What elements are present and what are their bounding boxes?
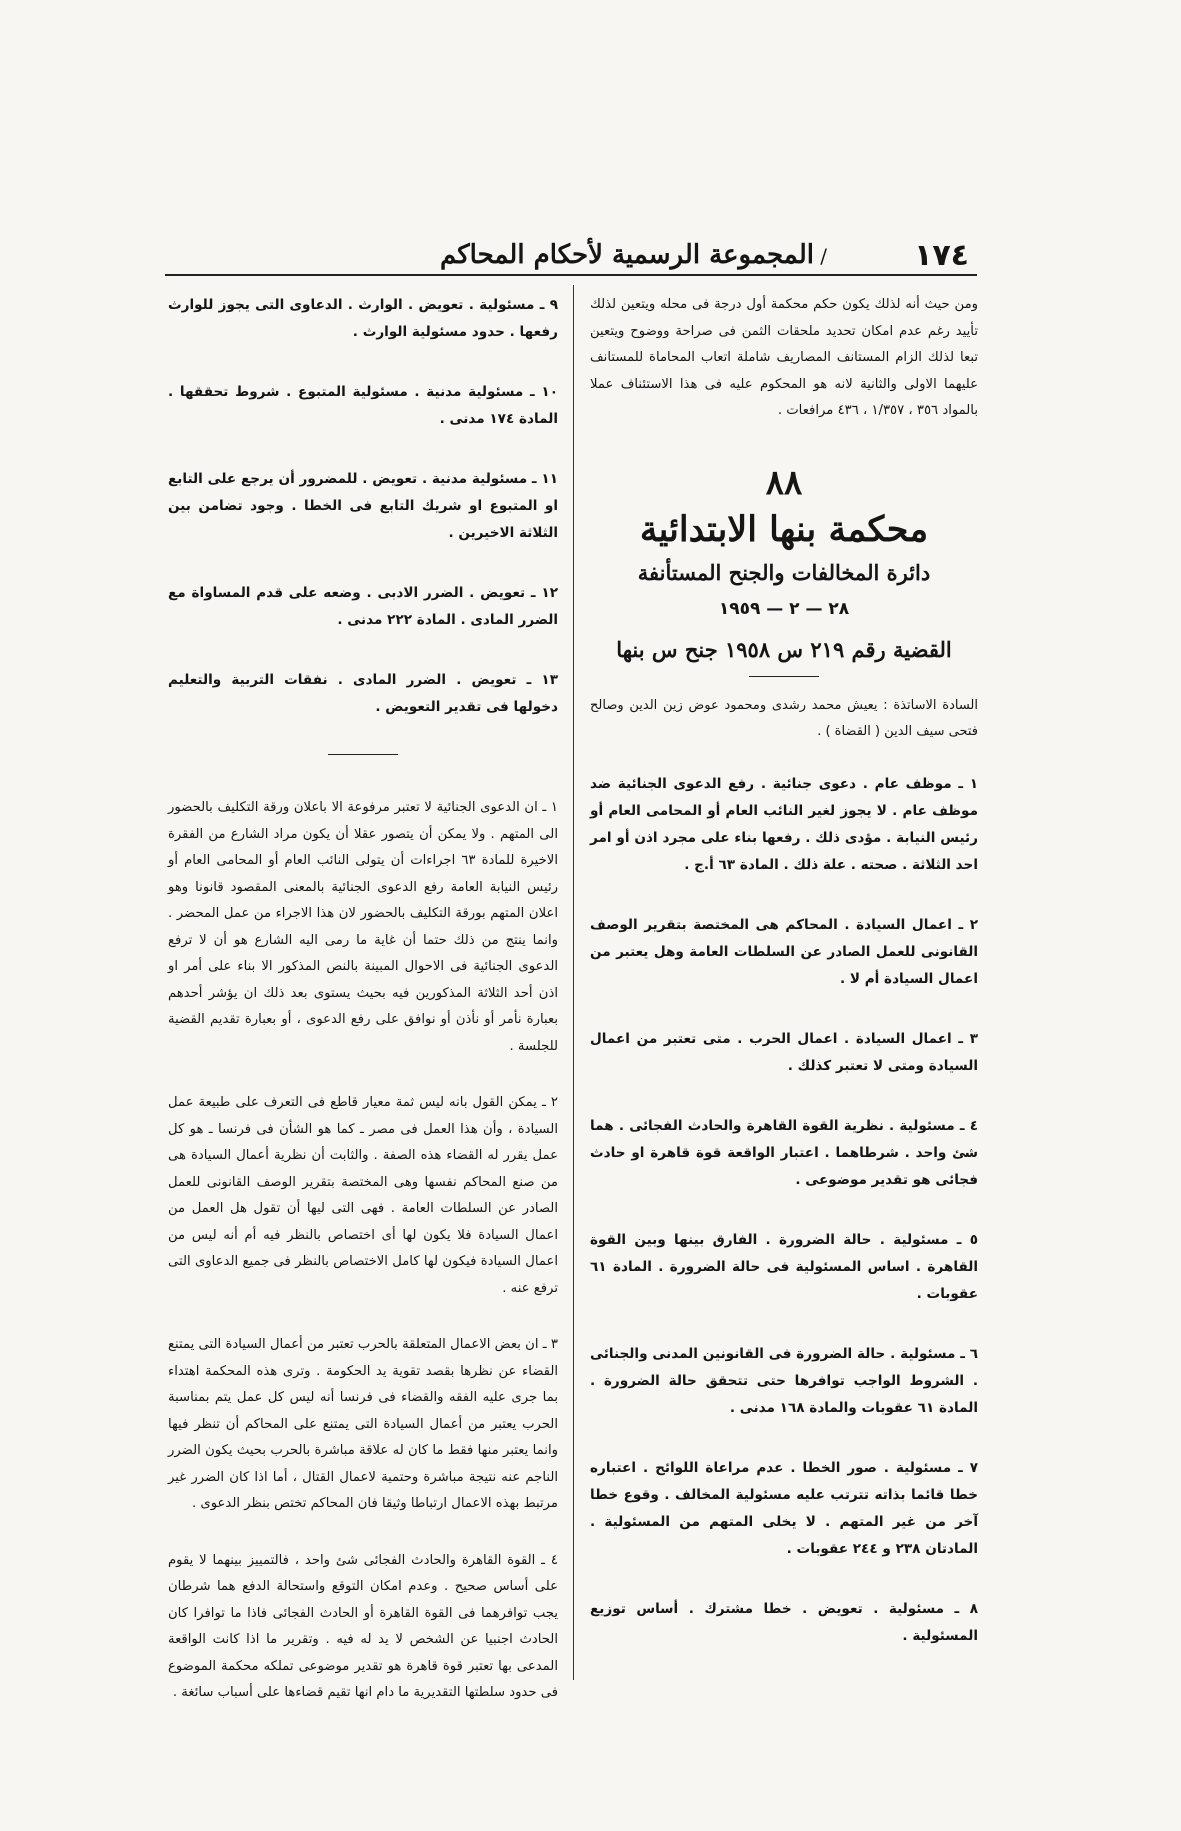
section-rule bbox=[749, 676, 819, 677]
intro-paragraph: ومن حيث أنه لذلك يكون حكم محكمة أول درجة فى محله ويتعين لذلك تأييد رغم عدم امكان تحديد ملحقات الثمن فى صراحة ووضوح ويتعين تبعا لذلك الزام المستانف المصاريف شاملة اتعاب المحاماة للمستانف عليهما الاولى والثانية لانه هو المحكوم عليه فى هذا الاستئناف عملا بالمواد ٣٥٦ ، ١/٣٥٧ ، ٤٣٦ مرافعات . bbox=[590, 297, 978, 418]
principle-4: ٤ ـ القوة القاهرة والحادث الفجائى شئ واحد ، فالتمييز بينهما لا يقوم على أساس صحيح . وعدم امكان التوقع واستحالة الدفع هما شرطان يجب توافرهما فى القوة القاهرة أو الحادث الفجائى فاذا ما توافرا كان الحادث اجنبيا عن الشخص لا يد له فيه . وتقرير ما اذا كانت الواقعة المدعى بها تعتبر قوة قاهرة هو تقدير موضوعى تملكه محكمة الموضوع فى حدود سلطتها التقديرية ما دام انها تقيم قضاءها على أسباب سائغة . bbox=[168, 1552, 558, 1700]
headnote-7: ٧ ـ مسئولية . صور الخطا . عدم مراعاة اللوائح . اعتباره خطا قائما بذاته تترتب عليه مسئولية المخالف . وقوع خطا آخر من غير المتهم . لا يخلى المتهم من المسئولية . المادتان ٢٣٨ و ٢٤٤ عقوبات . bbox=[590, 1459, 978, 1557]
right-column bbox=[590, 292, 978, 1683]
section-rule bbox=[328, 754, 398, 755]
headnote-4: ٤ ـ مسئولية . نظرية القوة القاهرة والحادث الفجائى . هما شئ واحد . شرطاهما . اعتبار الواقعة قوة قاهرة او حادث فجائى هو تقدير موضوعى . bbox=[590, 1117, 978, 1188]
headnote-2: ٢ ـ اعمال السيادة . المحاكم هى المختصة بتقرير الوصف القانونى للعمل الصادر عن السلطات العامة وهل يعتبر من اعمال السيادة أم لا . bbox=[590, 916, 978, 987]
headnote-6: ٦ ـ مسئولية . حالة الضرورة فى القانونين المدنى والجنائى . الشروط الواجب توافرها حتى تتحقق حالة الضرورة . المادة ٦١ عقوبات والمادة ١٦٨ مدنى . bbox=[590, 1345, 978, 1416]
headnote-8: ٨ ـ مسئولية . تعويض . خطا مشترك . أساس توزيع المسئولية . bbox=[590, 1600, 978, 1644]
judges-line: السادة الاساتذة : يعيش محمد رشدى ومحمود عوض زين الدين وصالح فتحى سيف الدين ( القضاة ) . bbox=[590, 697, 978, 739]
headnote-13: ١٣ ـ تعويض . الضرر المادى . نفقات التربية والتعليم دخولها فى تقدير التعويض . bbox=[168, 672, 558, 715]
headnote-5: ٥ ـ مسئولية . حالة الضرورة . الفارق بينها وبين القوة القاهرة . اساس المسئولية فى حالة الضرورة . المادة ٦١ عقوبات . bbox=[590, 1231, 978, 1302]
court-name: محكمة بنها الابتدائية bbox=[639, 508, 929, 550]
page-number: ١٧٤ bbox=[914, 238, 969, 273]
header-rule bbox=[165, 274, 977, 276]
principle-2: ٢ ـ يمكن القول بانه ليس ثمة معيار قاطع فى التعرف على طبيعة عمل السيادة ، وأن هذا العمل فى مصر ـ كما هو الشأن فى فرنسا ـ هو كل عمل يقرر له القضاء هذه الصفة . والثابت أن نظرية أعمال السيادة هى من صنع المحاكم نفسها وهى المختصة بتقرير الوصف القانونى للعمل الصادر عن السلطات العامة . فهى التى ليها أن تقول هل العمل من اعمال السيادة فلا يكون لها أى اختصاص بالنظر فيه أم أنه ليس من اعمال السيادة فيكون لها كامل الاختصاص بالنظر فى جميع الدعاوى التى ترفع عنه . bbox=[168, 1095, 558, 1296]
headnote-12: ١٢ ـ تعويض . الضرر الادبى . وضعه على قدم المساواة مع الضرر المادى . المادة ٢٢٢ مدنى . bbox=[168, 585, 558, 628]
headnote-1: ١ ـ موظف عام . دعوى جنائية . رفع الدعوى الجنائية ضد موظف عام . لا يجوز لغير النائب العام أو المحامى العام أو رئيس النيابة . مؤدى ذلك . رفعها بناء على مجرد اذن أو امر احد الثلاثة . صحته . علة ذلك . المادة ٦٣ أ.ج . bbox=[590, 775, 978, 873]
page-header bbox=[165, 238, 977, 274]
court-circuit: دائرة المخالفات والجنح المستأنفة bbox=[637, 559, 931, 585]
case-number: ٨٨ bbox=[765, 462, 803, 503]
principle-3: ٣ ـ ان بعض الاعمال المتعلقة بالحرب تعتبر من أعمال السيادة التى يمتنع القضاء عن نظرها بقصد تقوية يد الحكومة . وترى هذه المحكمة اهتداء بما جرى عليه الفقه والقضاء فى فرنسا أنه ليس كل عمل يتم بمناسبة الحرب يعتبر من أعمال السيادة التى يمتنع على المحاكم أن تنظر فيها وانما يعتبر منها فقط ما كان له علاقة مباشرة بالحرب بحيث يكون الضرر الناجم عنه نتيجة مباشرة وحتمية لاعمال القتال ، أما اذا كان الضرر غير مرتبط بهذه الاعمال ارتباطا وثيقا فان المحاكم تختص بنظر الدعوى . bbox=[168, 1337, 558, 1511]
principle-1: ١ ـ ان الدعوى الجنائية لا تعتبر مرفوعة الا باعلان ورقة التكليف بالحضور الى المتهم . ولا يمكن أن يتصور عقلا أن يكون مراد الشارع من الفقرة الاخيرة للمادة ٦٣ اجراءات أن يتولى النائب العام أو المحامى العام أو رئيس النيابة العامة رفع الدعوى الجنائية بالمعنى المقصود قانونا وهو اعلان المتهم بورقة التكليف بالحضور لان هذا الاجراء من عمل المحضر . وانما ينتج من ذلك حتما أن غاية ما رمى اليه الشارع هو أن لا ترفع الدعوى الجنائية فى الاحوال المبينة بالنص المذكور الا بناء على أمر او اذن أحد الثلاثة المذكورين فيه بحيث يستوى بعد ذلك ان يؤشر أحدهم بعبارة نأمر أو نأذن أو نوافق على رفع الدعوى ، أو بعبارة تقديم القضية للجلسة . bbox=[168, 800, 558, 1054]
case-title: القضية رقم ٢١٩ س ١٩٥٨ جنح س بنها bbox=[616, 636, 952, 662]
headnote-11: ١١ ـ مسئولية مدنية . تعويض . للمضرور أن يرجع على التابع او المتبوع او شريك التابع فى الخطا . وجود تضامن بين الثلاثة الاخيرين . bbox=[168, 471, 558, 541]
header-slash: / bbox=[820, 244, 827, 268]
headnote-9: ٩ ـ مسئولية . تعويض . الوارث . الدعاوى التى يجوز للوارث رفعها . حدود مسئولية الوارث . bbox=[168, 297, 558, 340]
headnote-10: ١٠ ـ مسئولية مدنية . مسئولية المتبوع . شروط تحققها . المادة ١٧٤ مدنى . bbox=[168, 384, 558, 427]
left-column bbox=[168, 292, 558, 1737]
running-title: المجموعة الرسمية لأحكام المحاكم bbox=[440, 240, 814, 270]
column-divider bbox=[573, 285, 574, 1680]
judgment-date: ٢٨ — ٢ — ١٩٥٩ bbox=[718, 598, 850, 619]
headnote-3: ٣ ـ اعمال السيادة . اعمال الحرب . متى تعتبر من اعمال السيادة ومتى لا تعتبر كذلك . bbox=[590, 1030, 978, 1074]
